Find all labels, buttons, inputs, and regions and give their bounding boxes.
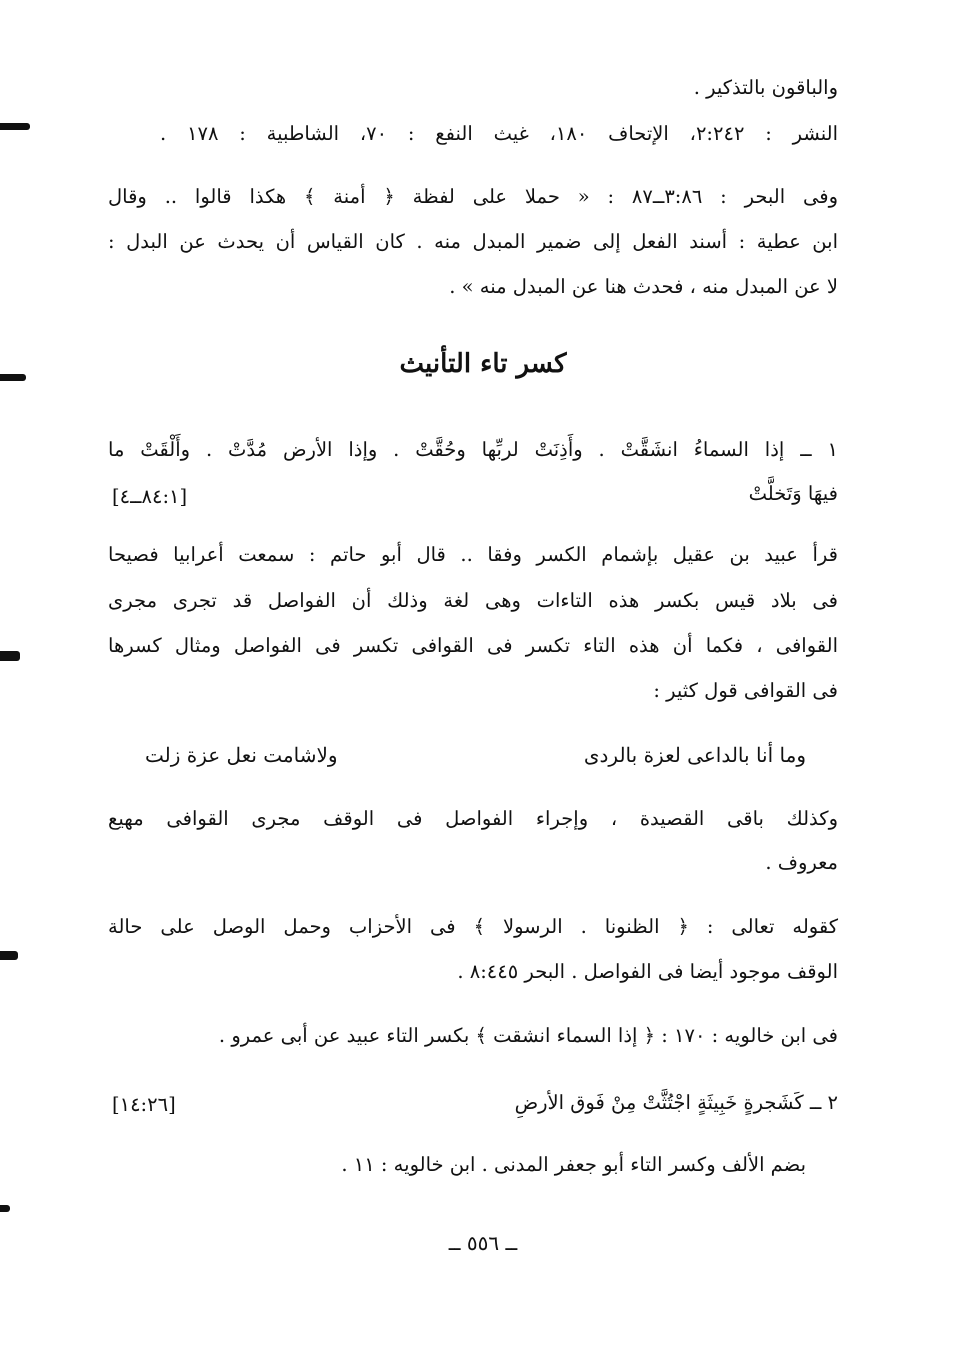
page-number: ــ ٥٥٦ ــ <box>448 1231 518 1255</box>
text-line: فى القوافى قول كثير : <box>653 679 838 702</box>
scan-edge-mark <box>0 951 18 960</box>
quran-verse-line: ١ ــ إذا السماءُ انشَقَّتْ . وأَذِنَتْ لربِّها وحُقَّتْ . وإذا الأرض مُدَّتْ . وأَلْقَتْ ما <box>108 438 838 461</box>
text-line: ابن عطية : أسند الفعل إلى ضمير المبدل منه . كان القياس أن يحدث عن البدل : <box>108 230 838 253</box>
text-line: فى ابن خالويه : ١٧٠ : ﴿ إذا السماء انشقت ﴾ بكسر التاء عبيد عن أبى عمرو . <box>218 1024 838 1047</box>
verse-reference: [١٤:٢٦] <box>112 1093 176 1116</box>
text-line: الوقف موجود أيضا فى الفواصل . البحر ٨:٤٤٥ . <box>457 960 838 983</box>
poem-hemistich-left: ولاشامت نعل عزة زلت <box>145 743 338 767</box>
scan-edge-mark <box>0 123 30 130</box>
text-line: قرأ عبيد بن عقيل بإشمام الكسر وفقا .. قال أبو حاتم : سمعت أعرابيا فصيحا <box>108 543 838 566</box>
text-line: وكذلك باقى القصيدة ، وإجراء الفواصل فى الوقف مجرى القوافى مهيع <box>108 807 838 830</box>
scan-edge-mark <box>0 1205 10 1212</box>
text-line: والباقون بالتذكير . <box>693 76 838 99</box>
text-line: القوافى ، فكما أن هذه التاء تكسر فى القوافى تكسر فى الفواصل ومثال كسرها <box>108 634 838 657</box>
text-line: بضم الألف وكسر التاء أبو جعفر المدنى . ابن خالويه : ١١ . <box>341 1153 806 1176</box>
text-line: النشر : ٢:٢٤٢، الإتحاف ١٨٠، غيث النفع : ٧٠، الشاطبية : ١٧٨ . <box>160 122 838 145</box>
text-line: لا عن المبدل منه ، فحدث هنا عن المبدل منه » . <box>449 275 838 298</box>
poem-hemistich-right: وما أنا بالداعى لعزة بالردى <box>583 743 806 767</box>
verse-reference: [٨٤:١ــ٤] <box>112 485 188 508</box>
section-heading: كسر تاء التأنيث <box>399 349 567 379</box>
quran-verse-line: ٢ ــ كَشَجرةٍ خَبِيثَةٍ اجْتُثَّتْ مِنْ فَوق الأرضِ <box>514 1091 838 1114</box>
text-line: فى بلاد قيس بكسر هذه التاءات وهى لغة وذلك أن الفواصل قد تجرى مجرى <box>108 589 838 612</box>
scan-edge-mark <box>0 651 20 661</box>
text-line: كقوله تعالى : ﴿ الظنونا . الرسولا ﴾ فى الأحزاب وحمل الوصل على حالة <box>108 915 838 938</box>
text-line: وفى البحر : ٣:٨٦ــ٨٧ : « حملا على لفظة ﴿ أمنة ﴾ هكذا قالوا .. وقال <box>108 185 838 208</box>
text-line: معروف . <box>765 851 838 874</box>
quran-verse-line: فيهَا وَتَخلَّتْ <box>748 482 838 505</box>
